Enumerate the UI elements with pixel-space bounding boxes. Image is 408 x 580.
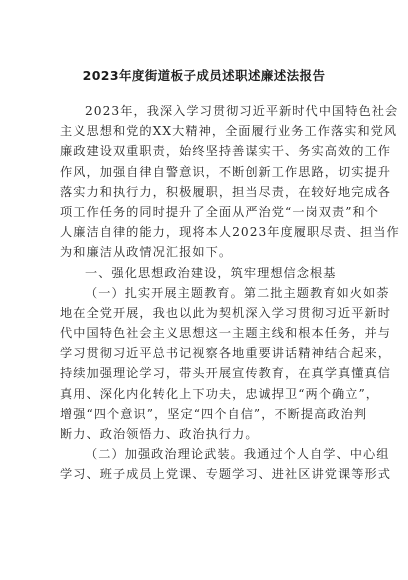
paragraph-line: 断力、政治领悟力、政治执行力。 [60, 427, 259, 441]
document-body [60, 101, 400, 485]
paragraph-line: 增强“四个意识”，坚定“四个自信”，不断提高政治判 [60, 406, 368, 421]
paragraph-line: 学习、班子成员上党课、专题学习、进社区讲党课等形式 [60, 467, 391, 482]
paragraph-line: 真用、深化内化转化上下功夫，忠诚捍卫“两个确立”， [60, 386, 380, 401]
paragraph-line: 落实力和执行力，积极履职，担当尽责，在较好地完成各 [60, 184, 391, 199]
paragraph-line: 主义思想和党的XX大精神，全面履行业务工作落实和党风 [60, 124, 398, 139]
section-heading: 一、强化思想政治建设，筑牢理想信念根基 [85, 265, 337, 280]
paragraph-line: 为和廉洁从政情况汇报如下。 [60, 245, 233, 260]
paragraph-line: 项工作任务的同时提升了全面从严治党“一岗双责”和个 [60, 204, 380, 219]
paragraph-line: 廉政建设双重职责，始终坚持善谋实干、务实高效的工作 [60, 144, 391, 159]
paragraph-line: 学习贯彻习近平总书记视察各地重要讲话精神结合起来， [60, 346, 391, 361]
paragraph-line: 持续加强理论学习，带头开展宣传教育，在真学真懂真信 [60, 366, 391, 381]
paragraph-line: 2023年，我深入学习贯彻习近平新时代中国特色社会 [85, 104, 399, 118]
document-title: 2023年度街道板子成员述职述廉述法报告 [82, 68, 326, 83]
paragraph-line: 人廉洁自律的能力，现将本人2023年度履职尽责、担当作 [60, 225, 400, 240]
paragraph-line: （一）扎实开展主题教育。第二批主题教育如火如荼 [85, 285, 390, 300]
paragraph-line: （二）加强政治理论武装。我通过个人自学、中心组 [85, 447, 390, 462]
paragraph-line: 地在全党开展，我也以此为契机深入学习贯彻习近平新时 [60, 305, 391, 320]
paragraph-line: 代中国特色社会主义思想这一主题主线和根本任务，并与 [60, 326, 391, 341]
paragraph-line: 作风，加强自律自警意识，不断创新工作思路，切实提升 [60, 164, 391, 179]
